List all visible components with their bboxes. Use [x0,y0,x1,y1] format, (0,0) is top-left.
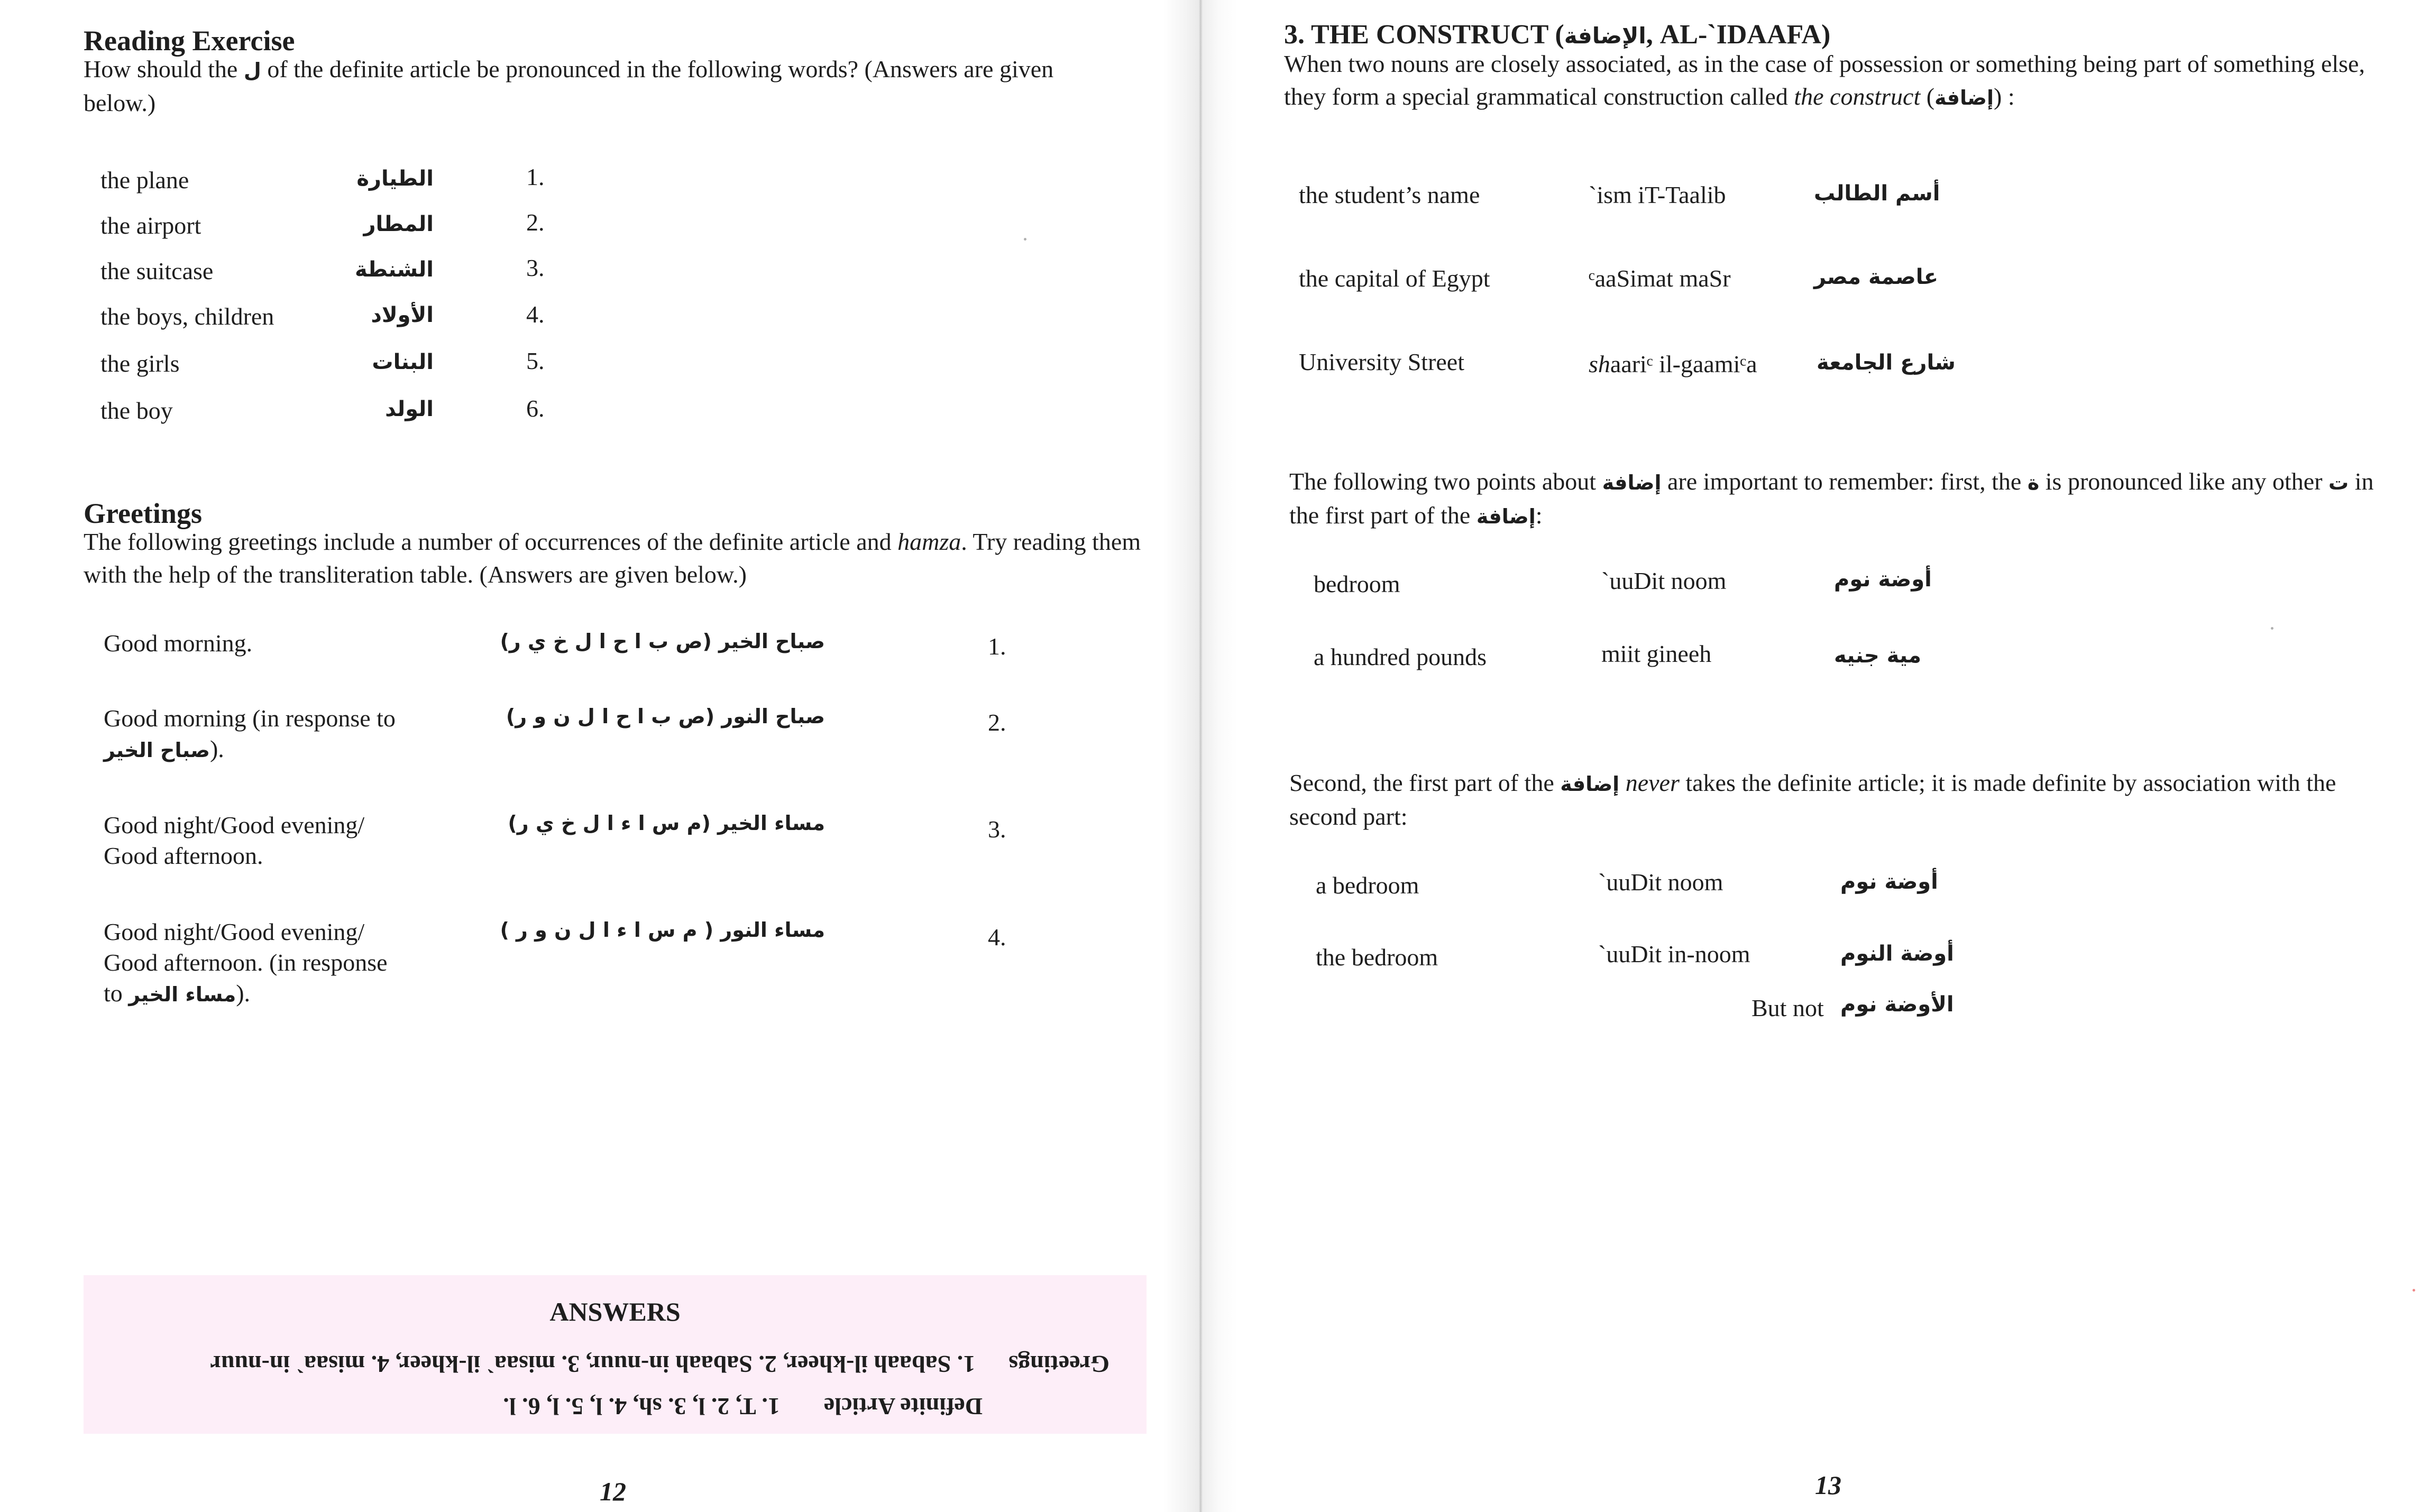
greeting-english: Good morning. [104,630,253,657]
reading-item-english: the boy [100,397,173,424]
greeting-prefix: to [104,980,129,1007]
reading-item-number: 3. [526,254,545,281]
example-transliteration: `uuDit noom [1601,567,1727,594]
greeting-number: 2. [988,709,1006,736]
reading-item-number: 5. [526,347,545,374]
idaafa-arabic: إضافة [1602,471,1662,494]
example-transliteration: ᶜaaSimat maSr [1589,265,1731,292]
example-transliteration: `ism iT-Taalib [1589,181,1726,208]
taa-glyph: ت [2328,471,2349,494]
reading-item-number: 1. [526,163,545,190]
example-arabic: عاصمة مصر [1814,265,1939,289]
idaafa-arabic: إضافة [1934,86,1994,109]
example-english: the bedroom [1316,944,1438,971]
construct-intro: When two nouns are closely associated, as in the case of possession or something being part of something else, they form a special grammatical construction called the construct (إضافة) : [1284,50,2365,110]
greeting-arabic: صباح النور (ص ب ا ح ا ل ن و ر) [506,705,825,728]
reading-item-number: 6. [526,395,545,422]
example-transliteration: `uuDit in-noom [1598,941,1750,967]
but-not-arabic: الأوضة نوم [1840,992,1954,1017]
example-transliteration: `uuDit noom [1598,869,1723,896]
reading-item-arabic: الشنطة [355,257,434,282]
reading-exercise-title: Reading Exercise [84,25,295,57]
reading-item-arabic: الولد [385,397,434,421]
greeting-inline-arabic: مساء الخير [129,983,236,1006]
construct-title-text: 3. THE CONSTRUCT ( [1284,20,1564,50]
reading-item-english: the girls [100,350,180,377]
lam-glyph: ل [243,59,261,82]
construct-title [1284,21,1830,49]
greeting-suffix: ). [236,980,251,1007]
but-not-label: But not [1751,994,1824,1021]
reading-item-arabic: البنات [372,350,434,374]
transliteration-rest: aariᶜ il-gaamiᶜa [1610,351,1757,377]
answers-definite-label: Definite Article [823,1393,983,1420]
example-arabic: شارع الجامعة [1817,351,1956,375]
page-number-13: 13 [1815,1470,1841,1500]
point-one-text-part: are important to remember: first, the [1667,468,2022,495]
answers-greetings-upside-down [115,1347,1109,1378]
construct-title-text: , AL-`IDAAFA) [1646,20,1831,50]
reading-item-english: the plane [100,167,189,193]
greeting-number: 3. [988,816,1006,843]
construct-intro-text: : [2002,83,2015,110]
example-english: a hundred pounds [1314,643,1487,670]
greetings-title: Greetings [84,497,202,529]
reading-exercise-instructions [84,53,1120,119]
page-13 [1216,0,2421,1512]
page-number-12: 12 [600,1477,626,1506]
idaafa-arabic: إضافة [1560,772,1620,796]
example-arabic: أوضة النوم [1840,942,1954,966]
point-one-text-part: is pronounced like any other [2045,468,2323,495]
greeting-inline-arabic: صباح الخير [104,739,210,762]
example-arabic: أوضة نوم [1834,567,1932,592]
reading-item-english: the airport [100,212,201,239]
construct-intro-text: When two nouns are closely associated, as in the case of possession or something being part of something else, they form a special grammatical construction called [1284,50,2365,110]
answers-title: ANSWERS [549,1297,681,1326]
construct-term: the construct [1794,83,1921,110]
reading-item-number: 2. [526,209,545,236]
example-transliteration [1589,352,1757,376]
greeting-arabic: مساء الخير (م س ا ء ا ل خ ي ر) [508,812,825,835]
reading-item-english: the boys, children [100,303,274,330]
example-english: a bedroom [1316,872,1419,899]
example-arabic: مية جنيه [1834,643,1922,668]
greetings-intro [84,525,1141,591]
example-arabic: أسم الطالب [1814,181,1940,206]
greeting-english: Good morning (in response to [104,705,396,732]
print-speck [1024,238,1026,241]
point-two-text [1289,767,2379,833]
instructions-text: of the definite article be pronounced in the following words? (Answers are given below.) [84,56,1054,116]
greetings-intro-text: . Try reading them with the help of the transliteration table. (Answers are given below.) [84,528,1141,588]
idaafa-arabic: إضافة [1476,505,1536,528]
point-one-text-part: The following two points about [1289,468,1597,495]
greeting-english: Good afternoon. [104,842,263,869]
greeting-arabic: مساء النور ( م س ا ء ا ل ن و ر ) [500,918,825,942]
example-english: bedroom [1314,570,1400,597]
example-english: the student’s name [1299,181,1480,208]
greeting-english: Good night/Good evening/ [104,918,365,945]
print-speck [2413,1289,2415,1292]
instructions-text: How should the [84,56,238,82]
example-english: the capital of Egypt [1299,265,1490,292]
transliteration-italic: sh [1589,351,1610,377]
page-12 [0,0,1185,1512]
answers-definite-text: 1. T, 2. l, 3. sh, 4. l, 5. l, 6. l. [503,1393,780,1420]
reading-item-arabic: المطار [363,212,434,236]
reading-item-english: the suitcase [100,257,214,284]
greeting-number: 4. [988,924,1006,951]
reading-item-number: 4. [526,301,545,328]
example-transliteration: miit gineeh [1601,640,1712,667]
greeting-number: 1. [988,633,1006,660]
greeting-english: Good night/Good evening/ [104,812,365,838]
reading-item-arabic: الأولاد [371,303,434,327]
answers-definite-upside-down [327,1389,983,1421]
print-speck [2271,627,2273,630]
greeting-arabic: صباح الخير (ص ب ا ح ا ل خ ي ر) [500,630,825,653]
reading-item-arabic: الطيارة [356,167,434,191]
example-english: University Street [1299,348,1464,375]
point-two-text-part: takes the definite article; it is made definite by association with the second part: [1289,769,2336,830]
greeting-suffix: ). [209,735,224,762]
point-one-text-part: : [1535,502,1543,529]
point-one-text-part: in the first part of the [1289,468,2374,529]
greeting-english-line3 [104,981,250,1006]
construct-title-arabic: الإضافة [1564,23,1646,49]
hamza-term: hamza [897,528,961,555]
never-emphasis: never [1625,769,1680,796]
answers-box [84,1275,1147,1434]
point-two-text-part: Second, the first part of the [1289,769,1554,796]
answers-greetings-text: 1. Sabaah il-kheer, 2. Sabaah in-nuur, 3. misaa` il-kheer, 4. misaa` in-nuur [210,1351,976,1378]
answers-greetings-label: Greetings [1008,1351,1109,1378]
example-arabic: أوضة نوم [1840,870,1938,894]
taa-marbuta-glyph: ة [2027,471,2040,494]
point-one-text [1289,465,2379,533]
greeting-english-line2 [104,737,224,761]
greetings-intro-text: The following greetings include a number of occurrences of the definite article and [84,528,892,555]
greeting-english: Good afternoon. (in response [104,949,388,976]
